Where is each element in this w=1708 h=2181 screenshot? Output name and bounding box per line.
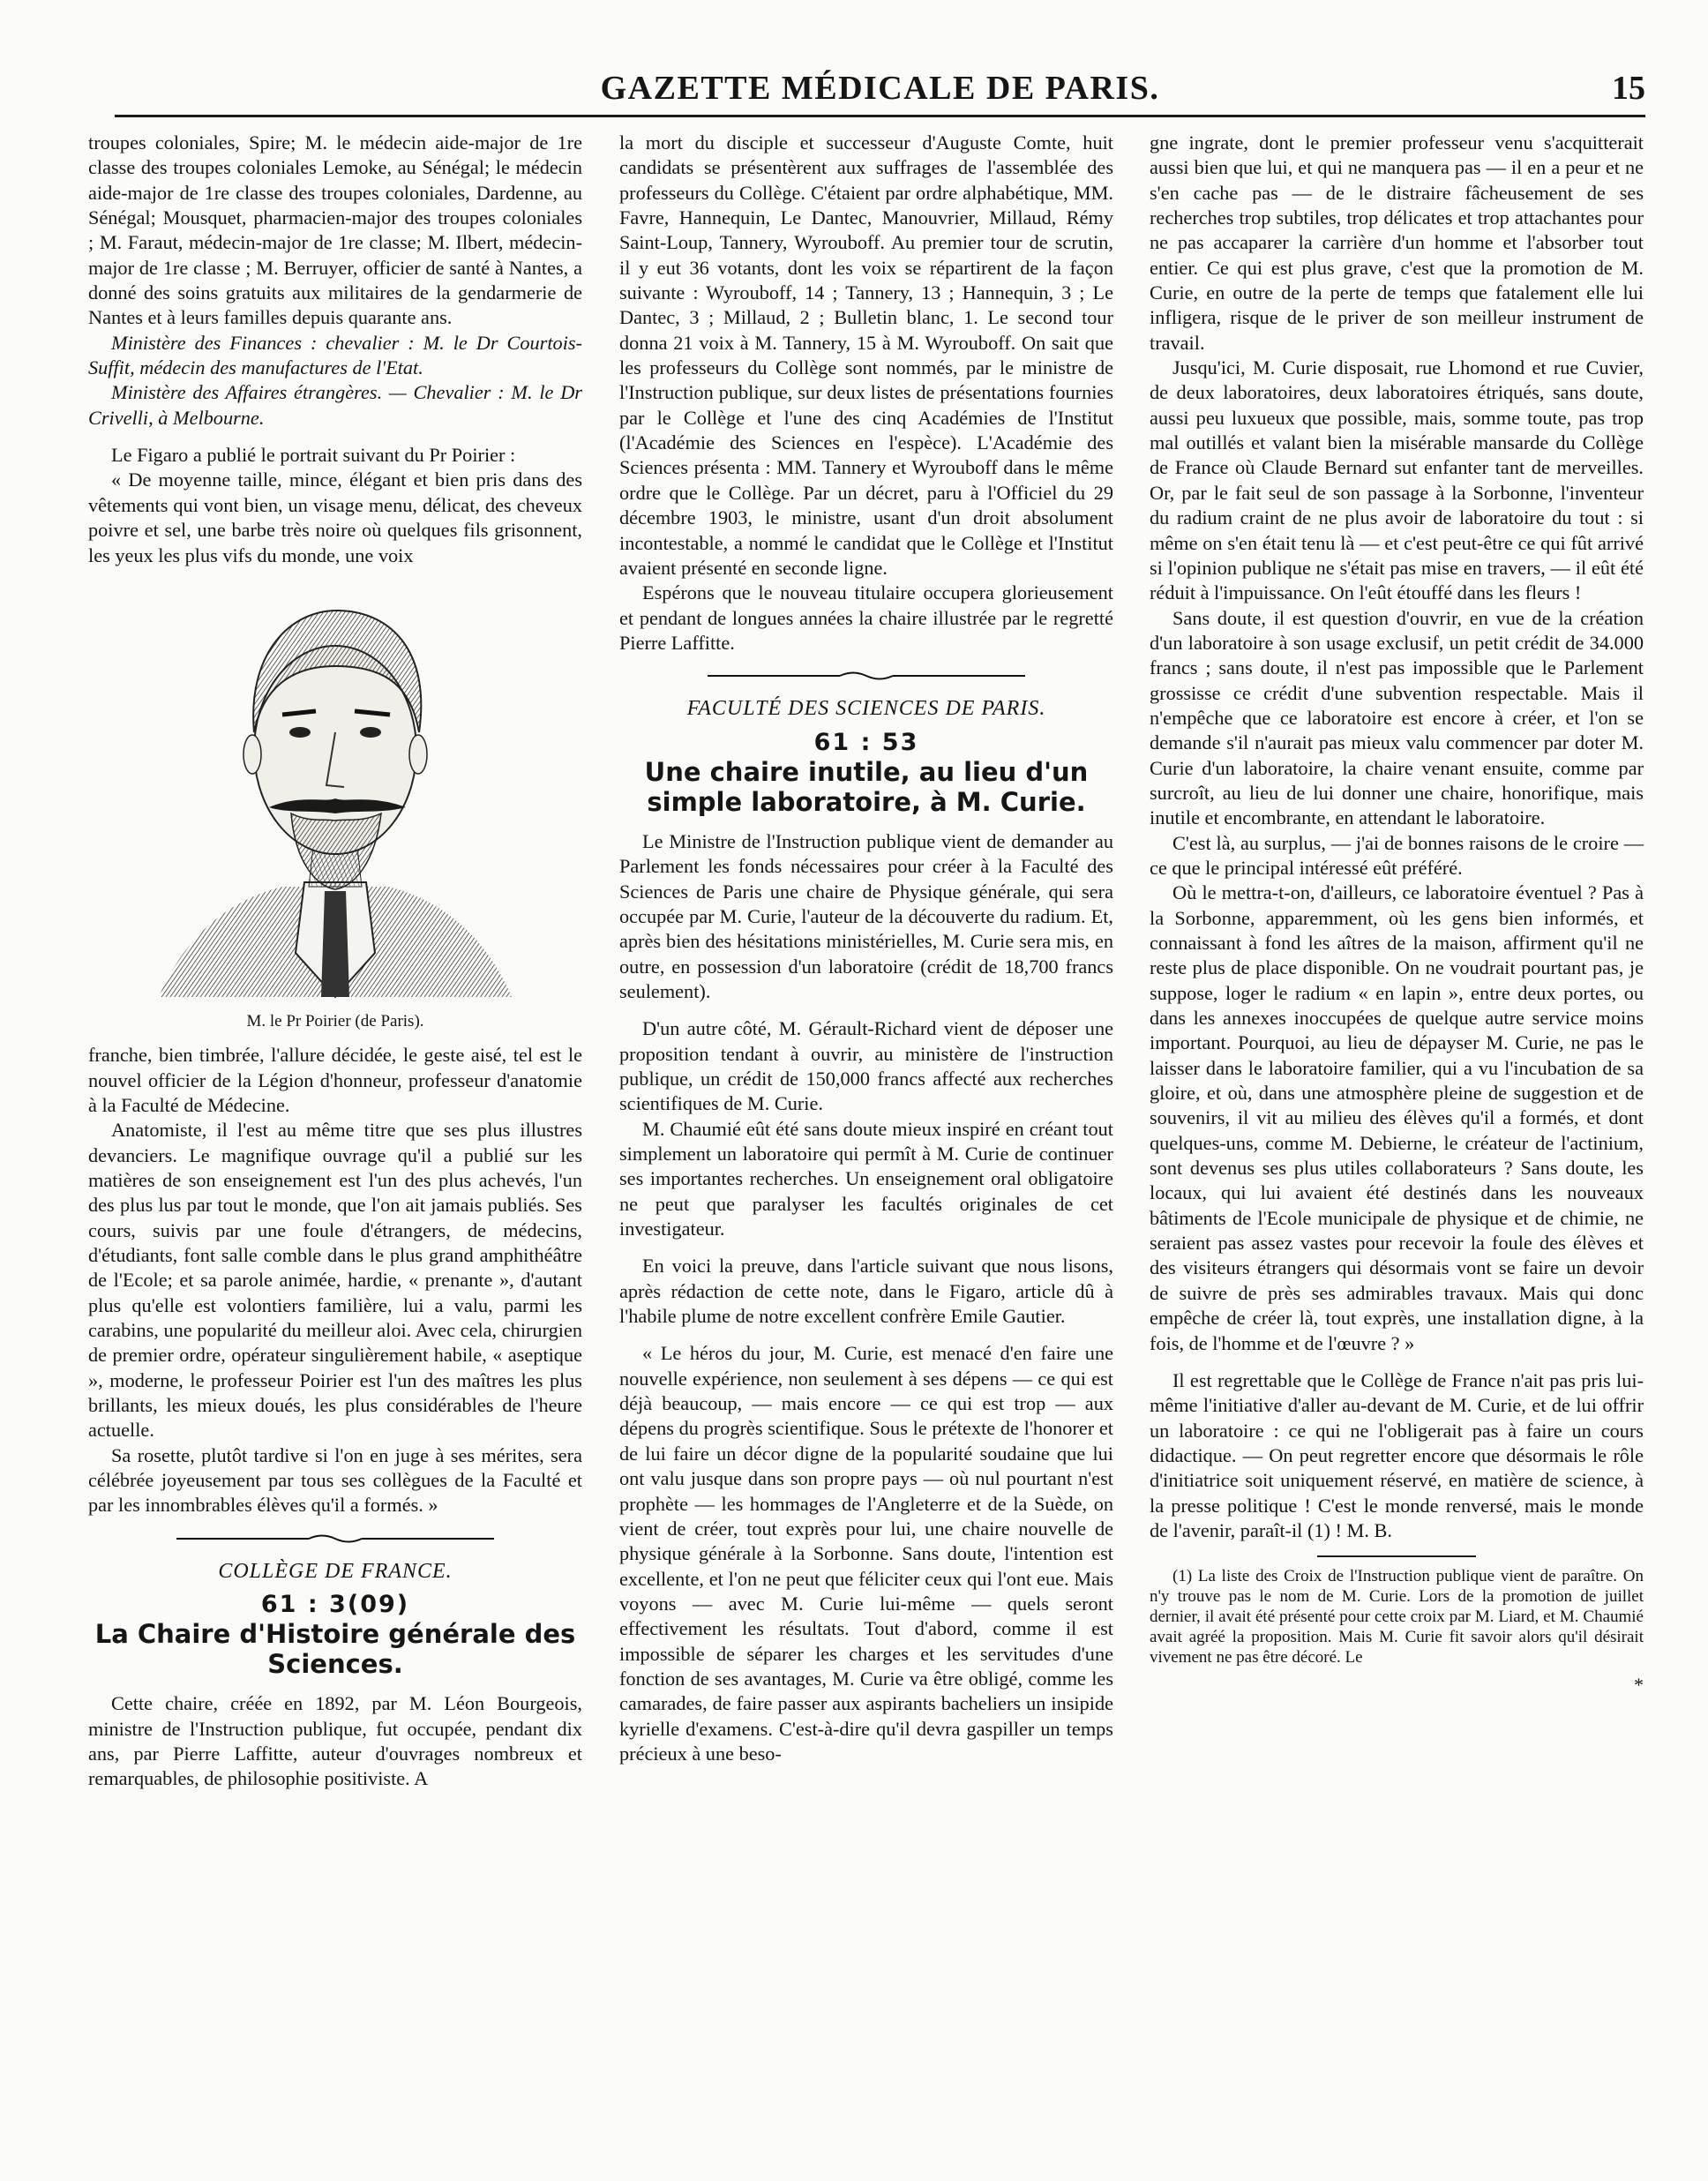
- column-1: [88, 131, 582, 1792]
- classification-number: 61 : 53: [813, 728, 919, 756]
- col2-paragraph: Espérons que le nouveau titulaire occupera glorieusement et pendant de longues années la chaire illustrée par le regretté Pierre Laffitte.: [619, 581, 1113, 654]
- portrait-caption: M. le Pr Poirier (de Paris).: [246, 1011, 424, 1031]
- page-header: [115, 69, 1645, 117]
- col1-paragraph: Ministère des Affaires étrangères. — Chevalier : M. le Dr Crivelli, à Melbourne.: [88, 381, 582, 429]
- col3-paragraph: Jusqu'ici, M. Curie disposait, rue Lhomond et rue Cuvier, de deux laboratoires, deux laboratoires étriqués, sans doute, aussi peu luxueux que possible, mais, somme toute, pas trop mal outillés et valant bien la misérable mansarde du Collège de France où Claude Bernard sut enfanter tant de merveilles. Or, par le fait seul de son passage à la Sorbonne, l'inventeur du radium craint de ne plus avoir de laboratoire du tout : si même on s'en était tenu là — et c'est peut-être ce qui fût arrivé si l'opinion publique ne s'était pas mise en travers, — il eût été réduit à l'impuissance. On l'eût étouffé dans les fleurs !: [1150, 356, 1644, 604]
- col2-paragraph: M. Chaumié eût été sans doute mieux inspiré en créant tout simplement un laboratoire qui permît à M. Curie de continuer ses importantes recherches. Un enseignement oral obligatoire ne peut que paralyser les facultés originales de cet investigateur.: [619, 1117, 1113, 1240]
- portrait-engraving: [150, 582, 521, 1006]
- col1-paragraph: troupes coloniales, Spire; M. le médecin aide-major de 1re classe des troupes coloniales Lemoke, au Sénégal; le médecin aide-major de 1re classe des troupes coloniales, Dardenne, au Sénégal; Mousquet, pharmacien-major des troupes coloniales ; M. Faraut, médecin-major de 1re classe; M. Ilbert, médecin-major de 1re classe ; M. Berruyer, officier de santé à Nantes, a donné des soins gratuits aux militaires de la gendarmerie de Nantes et à leurs familles depuis quarante ans.: [88, 131, 582, 329]
- col1-paragraph: « De moyenne taille, mince, élégant et bien pris dans des vêtements qui vont bien, un visage menu, délicat, des cheveux poivre et sel, une barbe très noire où quelques fils grisonnent, les yeux les plus vifs du monde, une voix: [88, 468, 582, 566]
- page-number: 15: [1612, 70, 1645, 107]
- col1-paragraph: Sa rosette, plutôt tardive si l'on en juge à ses mérites, sera célébrée joyeusement par tous ses collègues de la Faculté et par les innombrables élèves qu'il a formés. »: [88, 1443, 582, 1517]
- col2-paragraph: Le Ministre de l'Instruction publique vient de demander au Parlement les fonds nécessaires pour créer à la Faculté des Sciences de Paris une chaire de Physique générale, qui sera occupée par M. Curie, l'auteur de la découverte du radium. Et, après bien des hésitations ministérielles, M. Curie sera mis, en outre, en possession d'un laboratoire (crédit de 18,700 francs seulement).: [619, 829, 1113, 1002]
- col2-paragraph: En voici la preuve, dans l'article suivant que nous lisons, après rédaction de cette note, dans le Figaro, article dû à l'habile plume de notre excellent confrère Emile Gautier.: [619, 1255, 1113, 1328]
- section-title: FACULTÉ DES SCIENCES DE PARIS.: [686, 697, 1046, 721]
- col1-paragraph: franche, bien timbrée, l'allure décidée, le geste aisé, tel est le nouvel officier de la Légion d'honneur, professeur d'anatomie à la Faculté de Médecine.: [88, 1044, 582, 1116]
- col2-paragraph: « Le héros du jour, M. Curie, est menacé d'en faire une nouvelle expérience, non seulement à ses dépens — ce qui est déjà beaucoup, — mais encore — ce qui est trop — aux dépens du progrès scientifique. Sous le prétexte de l'honorer et de lui faire un décor digne de la popularité soudaine que lui ont valu jusque dans son propre pays — où nul pourtant n'est prophète — les hommages de l'Angleterre et de la Suède, on vient de créer, tout exprès pour lui, une chaire nouvelle de physique générale à la Sorbonne. Sans doute, l'intention est excellente, et l'on ne peut que féliciter ceux qui l'ont eue. Mais voyons — avec M. Curie lui-même — quels seront effectivement les résultats. Tout d'abord, comme il est impossible de séparer les charges et les servitudes d'une fonction de ses avantages, M. Curie va être obligé, comme les camarades, de faire passer aux aspirants bacheliers un insipide kyrielle d'examens. C'est-à-dire qu'il devra gaspiller un temps précieux à une beso-: [619, 1342, 1113, 1765]
- classification-number: 61 : 3(09): [260, 1591, 410, 1619]
- col1-paragraph: Le Figaro a publié le portrait suivant du Pr Poirier :: [111, 444, 516, 467]
- col1-paragraph: Anatomiste, il l'est au même titre que ses plus illustres devanciers. Le magnifique ouvrage qu'il a publié sur les matières de son enseignement est l'un des plus achevés, l'un des plus lus par tout le monde, que l'on ait jamais publiés. Ses cours, suivis par une foule d'étrangers, de médecins, d'étudiants, font salle comble dans le plus grand amphithéâtre de l'Ecole; et sa parole animée, hardie, « prenante », d'autant plus qu'elle est volontiers familière, lui a valu, parmi les carabins, une popularité du meilleur aloi. Avec cela, chirurgien de premier ordre, opérateur singulièrement habile, « aseptique », moderne, le professeur Poirier est l'un des maîtres les plus brillants, les mieux doués, les plus considérables de l'heure actuelle.: [88, 1119, 582, 1442]
- column-3: [1150, 131, 1644, 1698]
- section-separator: [176, 1533, 494, 1545]
- col1-paragraph: Ministère des Finances : chevalier : M. le Dr Courtois-Suffit, médecin des manufactures de l'Etat.: [88, 331, 582, 379]
- col2-paragraph: la mort du disciple et successeur d'Auguste Comte, huit candidats se présentèrent aux suffrages de l'assemblée des professeurs du Collège. C'étaient par ordre alphabétique, MM. Favre, Hannequin, Le Dantec, Manouvrier, Millaud, Rémy Saint-Loup, Tannery, Wyrouboff. Au premier tour de scrutin, il y eut 36 votants, dont les voix se répartirent de la façon suivante : Wyrouboff, 14 ; Tannery, 13 ; Hannequin, 3 ; Le Dantec, 3 ; Millaud, 2 ; Bulletin blanc, 1. Le second tour donna 21 voix à M. Tannery, 15 à M. Wyrouboff. On sait que les professeurs du Collège sont nommés, par le ministre de l'Instruction publique, sur deux listes de présentations fournies par le Collège et l'une des cinq Académies de l'Institut (l'Académie des Sciences en l'espèce). L'Académie des Sciences présenta : MM. Tannery et Wyrouboff dans le même ordre que le Collège. Par un décret, paru à l'Officiel du 29 décembre 1903, le ministre, usant d'un droit absolument incontestable, a nommé le candidat que le Collège et l'Institut avaient présenté en seconde ligne.: [619, 131, 1113, 579]
- col1-paragraph: Cette chaire, créée en 1892, par M. Léon Bourgeois, ministre de l'Instruction publique, fut occupée, pendant dix ans, par Pierre Laffitte, auteur d'ouvrages nombreux et remarquables, de philosophie positiviste. A: [88, 1692, 582, 1790]
- col2-paragraph: D'un autre côté, M. Gérault-Richard vient de déposer une proposition tendant à ouvrir, au ministère de l'instruction publique, un crédit de 150,000 francs affecté aux recherches scientifiques de M. Curie.: [619, 1017, 1113, 1115]
- article-headline: Une chaire inutile, au lieu d'un simple laboratoire, à M. Curie.: [644, 756, 1089, 817]
- journal-title: GAZETTE MÉDICALE DE PARIS.: [600, 70, 1160, 107]
- col3-paragraph: gne ingrate, dont le premier professeur venu s'acquitterait aussi bien que lui, et qui ne manquera pas — il en a peur et ne s'en cache pas — de le distraire fâcheusement de ses recherches trop subtiles, trop délicates et trop attachantes pour ne pas accaparer la carrière d'un homme et l'absorber tout entier. Ce qui est plus grave, c'est que la promotion de M. Curie, en outre de la perte de temps que fatalement elle lui infligera, risque de le priver de son meilleur instrument de travail.: [1150, 131, 1644, 354]
- column-2: [619, 131, 1113, 1766]
- footnote-divider: [1317, 1555, 1476, 1557]
- page-end-star: *: [1634, 1674, 1644, 1697]
- section-title: COLLÈGE DE FRANCE.: [218, 1559, 453, 1583]
- article-headline: La Chaire d'Histoire générale des Sciences.: [94, 1619, 576, 1680]
- footnote: (1) La liste des Croix de l'Instruction publique vient de paraître. On n'y trouve pas le nom de M. Curie. Lors de la promotion de juillet dernier, il avait été présenté pour cette croix par M. Liard, et M. Chaumié avait agréé la proposition. Mais M. Curie fit savoir alors qu'il désirait vivement ne pas être décoré. Le: [1150, 1567, 1644, 1668]
- col3-paragraph: Il est regrettable que le Collège de France n'ait pas pris lui-même l'initiative d'aller au-devant de M. Curie, et de lui offrir un laboratoire : ce qui ne l'obligerait pas à faire un cours didactique. — On peut regretter encore que désormais le rôle d'initiatrice soit uniquement réservé, en matière de science, à la presse politique ! C'est le monde renversé, mais le monde de l'avenir, paraît-il (1) ! M. B.: [1150, 1368, 1644, 1541]
- col3-paragraph: C'est là, au surplus, — j'ai de bonnes raisons de le croire — ce que le principal intéressé eût préféré.: [1150, 831, 1644, 879]
- section-separator: [708, 670, 1025, 682]
- col3-paragraph: Sans doute, il est question d'ouvrir, en vue de la création d'un laboratoire à son usage exclusif, un petit crédit de 34.000 francs ; sans doute, il n'est pas impossible que le Parlement grossisse ce crédit d'une subvention respectable. Mais il n'empêche que ce laboratoire est encore à créer, et l'on se demande s'il n'aurait pas mieux valu commencer par doter M. Curie d'un laboratoire, la chaire venant ensuite, comme par surcroît, au lieu de lui donner une chaire, honorifique, mais inutile et encombrante, en attendant le laboratoire.: [1150, 606, 1644, 829]
- col3-paragraph: Où le mettra-t-on, d'ailleurs, ce laboratoire éventuel ? Pas à la Sorbonne, apparemment, où les gens bien informés, et connaissant à fond les aîtres de la maison, affirment qu'il ne reste plus de place disponible. On ne voudrait pourtant pas, je suppose, loger le radium « en lapin », entre deux portes, ou dans les annexes inoccupées de quelque autre service moins important. Pourquoi, au lieu de dépayser M. Curie, ne pas le laisser dans le laboratoire familier, qui a vu l'incubation de sa gloire, et où, dans une atmosphère pleine de suggestion et de souvenirs, il vit au milieu des élèves qu'il a formés, et dont quelques-uns, comme M. Debierne, le créateur de l'actinium, sont devenus ses plus utiles collaborateurs ? Sans doute, les locaux, qui lui avaient été destinés dans les nouveaux bâtiments de l'Ecole municipale de physique et de chimie, ne seraient pas assez vastes pour recevoir la foule des élèves et des visiteurs étrangers qui désormais vont se faire un devoir de suivre de près ses admirables travaux. Mais qui donc empêche de créer là, tout exprès, une installation digne, à la fois, de l'homme et de l'œuvre ? »: [1150, 881, 1644, 1354]
